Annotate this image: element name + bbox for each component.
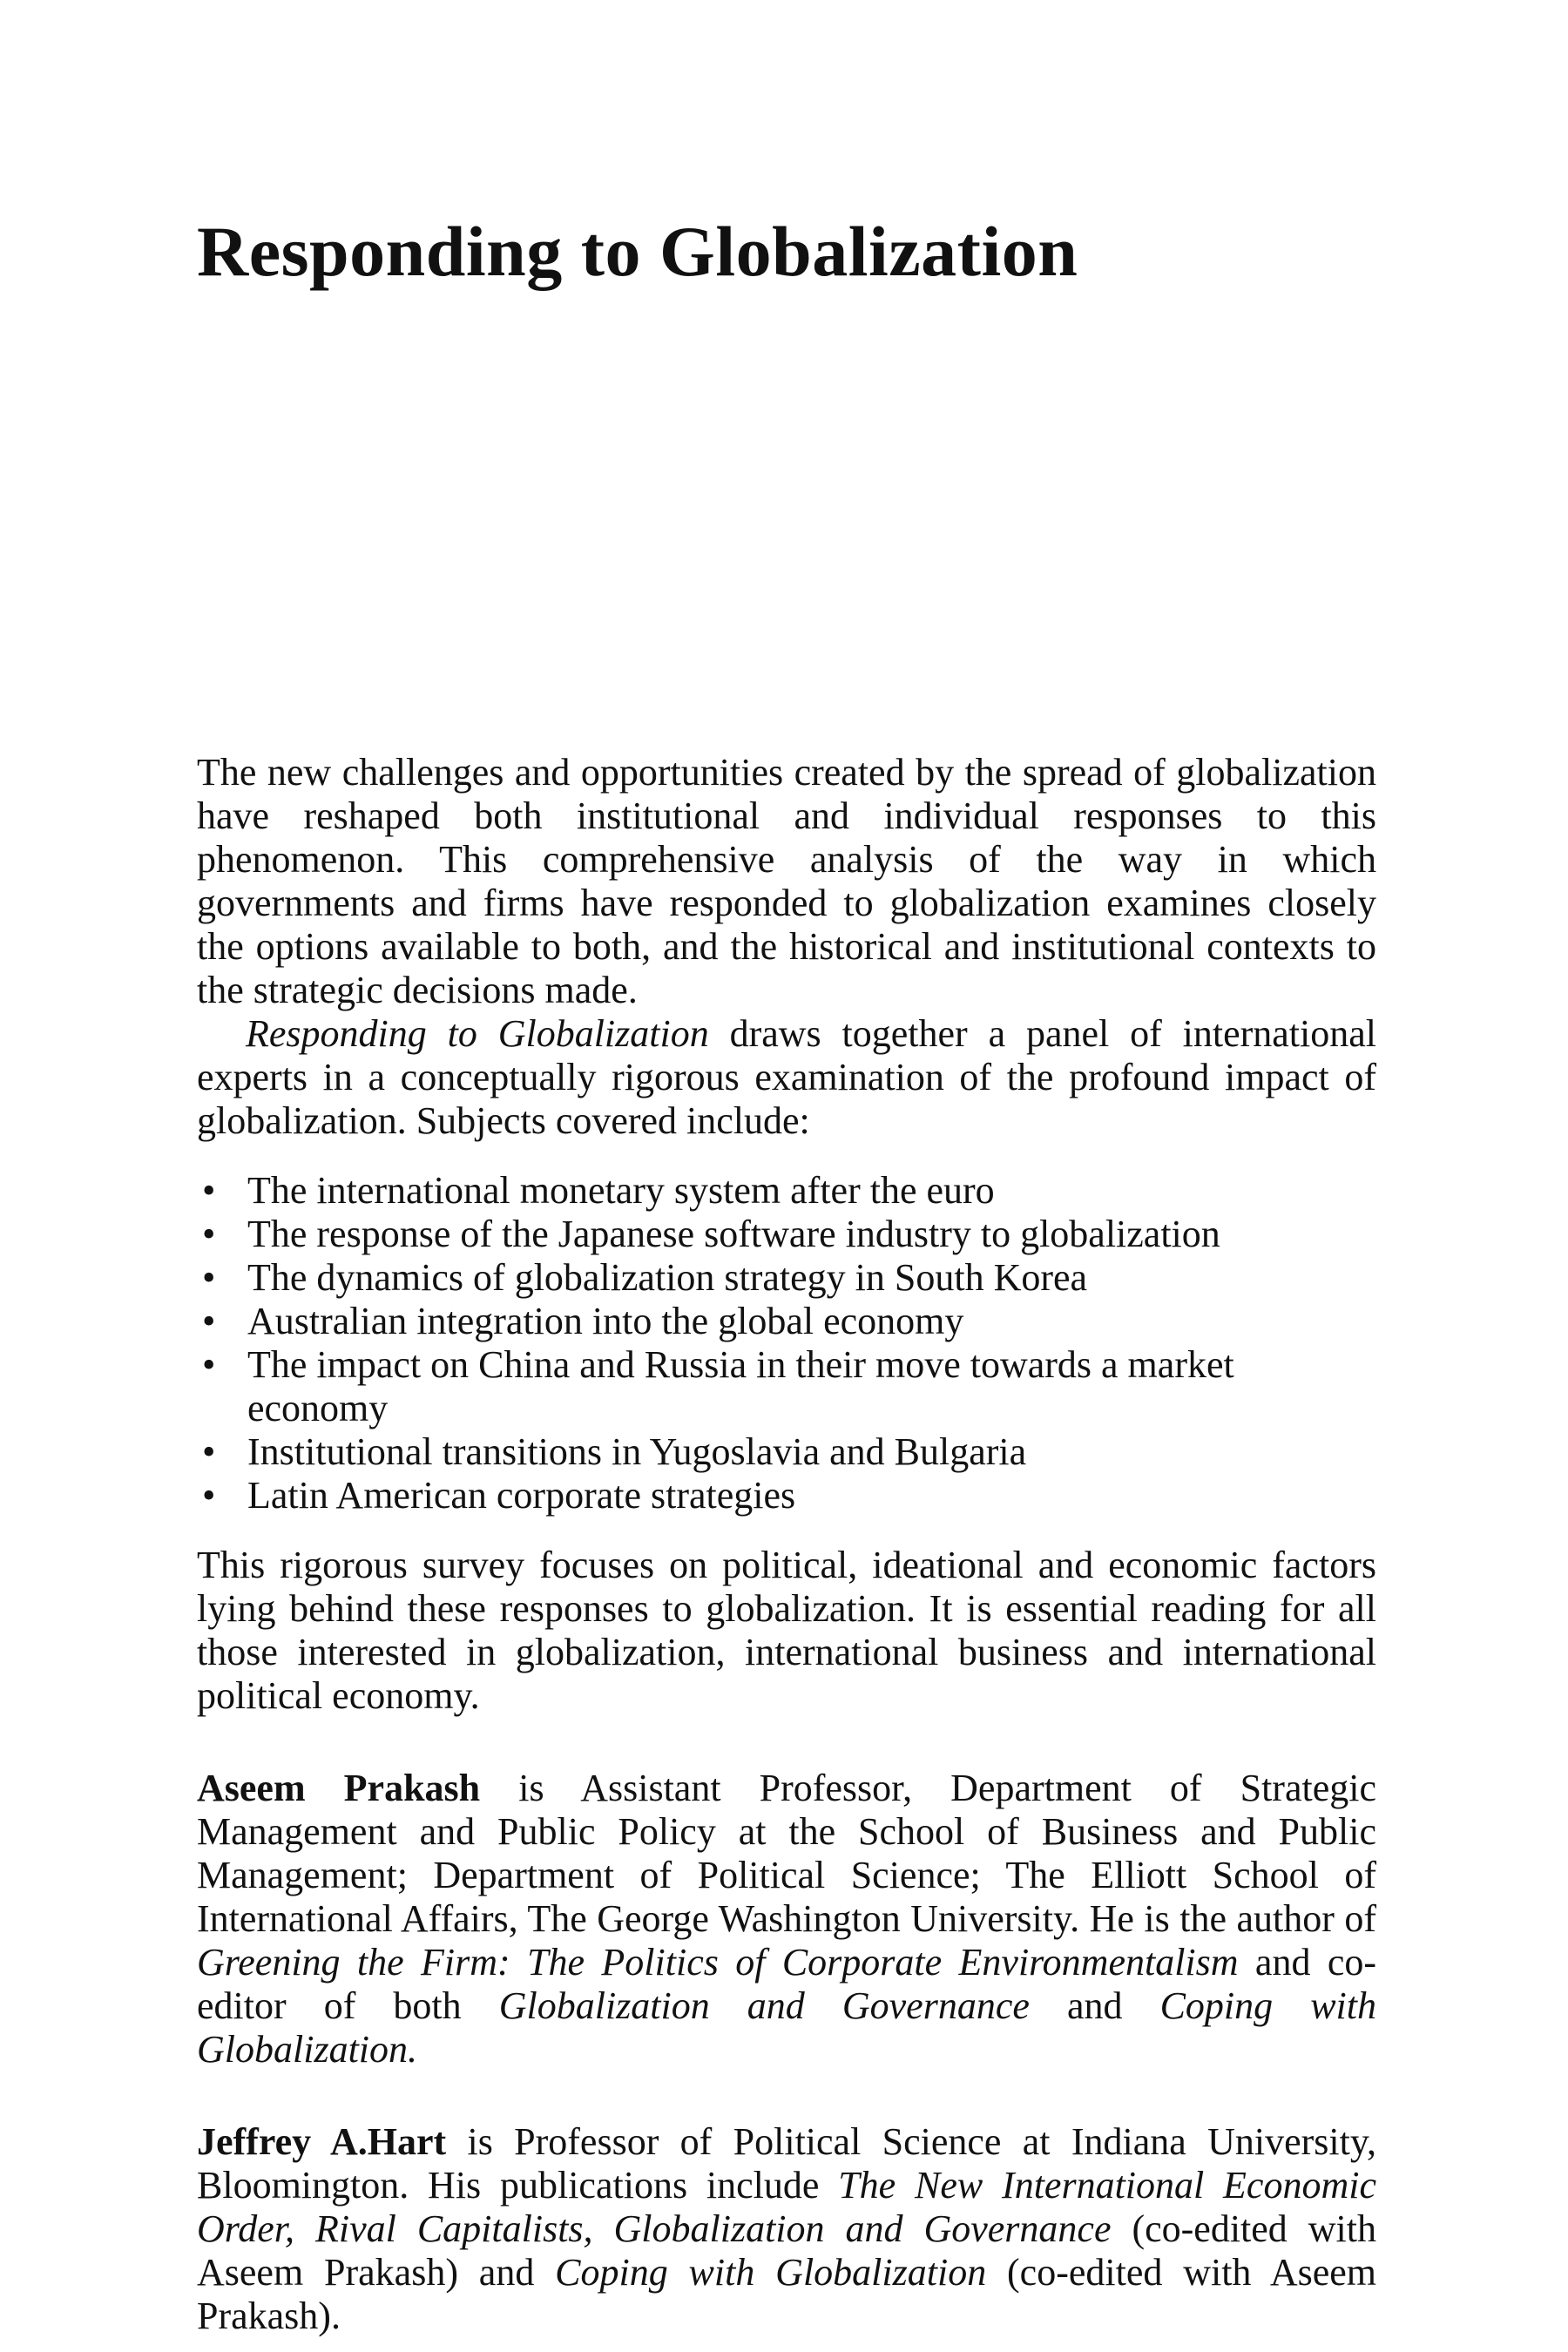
work-title: Coping with Globalization.: [197, 1984, 1376, 2071]
work-title: Greening the Firm: The Politics of Corporate Environmentalism: [197, 1941, 1239, 1984]
bullet-icon: •: [202, 1430, 216, 1473]
bio-text: (co-edited with Aseem Prakash) and: [197, 2207, 1376, 2294]
author-name: Aseem Prakash: [197, 1767, 481, 1809]
bullet-icon: •: [202, 1343, 216, 1386]
page-title: Responding to Globalization: [197, 212, 1078, 291]
bullet-icon: •: [202, 1169, 216, 1212]
bio-text: and: [1029, 1984, 1160, 2027]
list-item-text: The international monetary system after the euro: [247, 1169, 995, 1212]
bio-text: (co-edited with Aseem Prakash).: [197, 2251, 1377, 2337]
bio-text: and co-editor of both: [197, 1941, 1376, 2027]
list-item-text: The response of the Japanese software industry to globalization: [247, 1213, 1220, 1255]
book-description: [197, 751, 1376, 2338]
bullet-icon: •: [202, 1213, 216, 1255]
list-item-text: The dynamics of globalization strategy in South Korea: [247, 1256, 1088, 1299]
list-item: [197, 1300, 1376, 1343]
bullet-icon: •: [202, 1300, 216, 1342]
subjects-list: [197, 1169, 1376, 1517]
author-bio-prakash: [197, 1767, 1376, 2072]
list-item: [197, 1430, 1376, 1474]
book-title-italic: Responding to Globalization: [246, 1012, 709, 1055]
author-name: Jeffrey A.Hart: [197, 2120, 447, 2163]
bio-text: is Professor of Political Science at Indiana University, Bloomington. His publications include: [197, 2120, 1376, 2207]
description-paragraph-1: The new challenges and opportunities created by the spread of globalization have reshaped both institutional and individual responses to this phenomenon. This comprehensive analysis of the way in which governments and firms have responded to globalization examines closely the options available to both, and the historical and institutional contexts to the strategic decisions made.: [197, 751, 1376, 1011]
list-item-text: Australian integration into the global economy: [247, 1300, 964, 1342]
bullet-icon: •: [202, 1256, 216, 1299]
list-item: [197, 1474, 1376, 1517]
list-item: [197, 1343, 1376, 1430]
list-item: [197, 1169, 1376, 1213]
work-title: The New International Economic Order, Rival Capitalists, Globalization and Governance: [197, 2164, 1376, 2250]
bullet-icon: •: [202, 1474, 216, 1517]
description-paragraph-3: This rigorous survey focuses on political, ideational and economic factors lying behind these responses to globalization. It is essential reading for all those interested in globalization, international business and international political economy.: [197, 1544, 1376, 1717]
work-title: Coping with Globalization: [555, 2251, 987, 2294]
list-item-text: Institutional transitions in Yugoslavia and Bulgaria: [247, 1430, 1027, 1473]
list-item-text: The impact on China and Russia in their move towards a market economy: [247, 1343, 1234, 1429]
list-item: [197, 1213, 1376, 1256]
author-bio-hart: [197, 2120, 1376, 2338]
description-paragraph-2: [197, 1012, 1376, 1143]
paragraph-2-text: draws together a panel of international experts in a conceptually rigorous examination of the profound impact of globalization. Subjects covered include:: [197, 1012, 1376, 1142]
bio-text: is Assistant Professor, Department of Strategic Management and Public Policy at the School of Business and Public Management; Department of Political Science; The Elliott School of International Affairs, The George Washington University. He is the author of: [197, 1767, 1376, 1940]
list-item-text: Latin American corporate strategies: [247, 1474, 796, 1517]
list-item: [197, 1256, 1376, 1300]
work-title: Globalization and Governance: [498, 1984, 1030, 2027]
